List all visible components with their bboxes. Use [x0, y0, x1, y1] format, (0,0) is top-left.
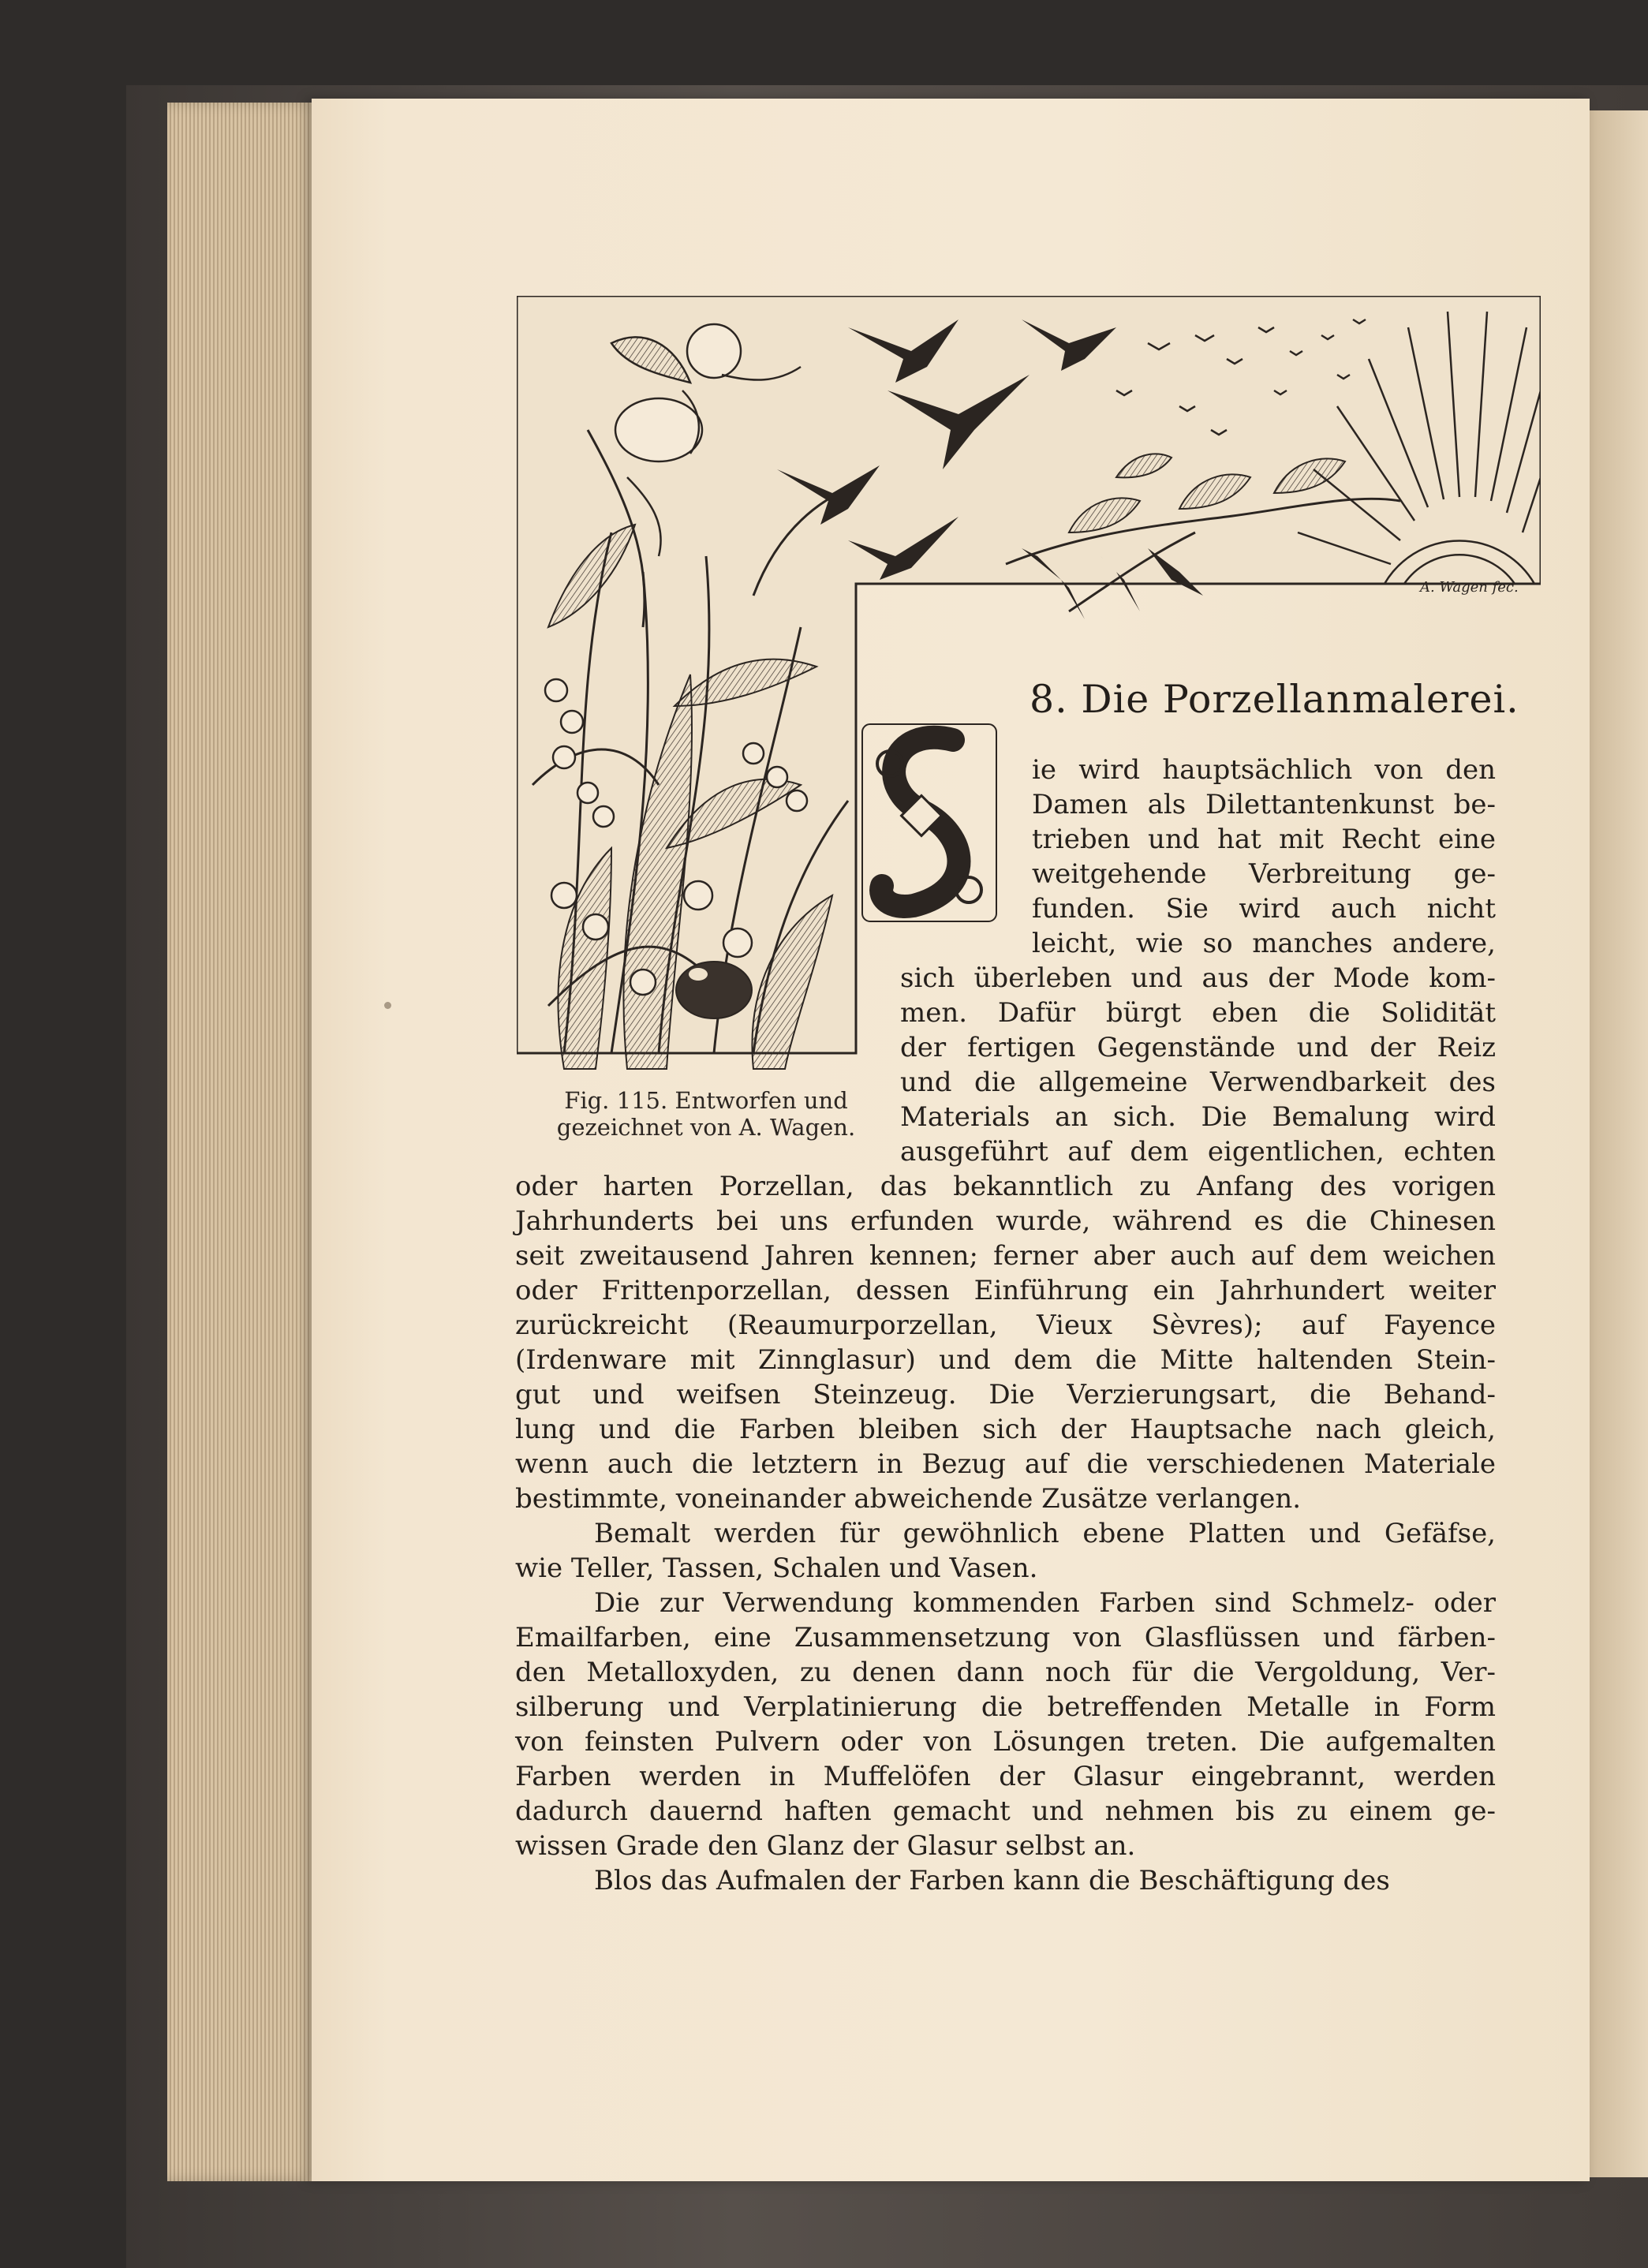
text-line: der fertigen Gegenstände und der Reiz: [900, 1032, 1496, 1063]
text-line: gut und weifsen Steinzeug. Die Verzierungsart, die Behand-: [515, 1379, 1496, 1410]
text-line: leicht, wie so manches andere,: [1032, 928, 1496, 959]
text-line: ie wird hauptsächlich von den: [1032, 754, 1496, 786]
facing-page-edge: [1586, 110, 1648, 2177]
caption-line: Fig. 115. Entworfen und: [564, 1087, 848, 1114]
text-line: Damen als Dilettantenkunst be-: [1032, 789, 1496, 820]
text-line: weitgehende Verbreitung ge-: [1032, 858, 1496, 890]
text-line: ausgeführt auf dem eigentlichen, echten: [900, 1136, 1496, 1168]
text-line: wie Teller, Tassen, Schalen und Vasen.: [515, 1552, 1038, 1584]
caption-line: gezeichnet von A. Wagen.: [556, 1114, 856, 1141]
text-line: funden. Sie wird auch nicht: [1032, 893, 1496, 925]
text-line: den Metalloxyden, zu denen dann noch für die Vergoldung, Ver-: [515, 1657, 1496, 1688]
text-line: zurückreicht (Reaumurporzellan, Vieux Sèvres); auf Fayence: [515, 1310, 1496, 1341]
text-line: oder harten Porzellan, das bekanntlich zu Anfang des vorigen: [515, 1171, 1496, 1202]
text-line: Blos das Aufmalen der Farben kann die Beschäftigung des: [594, 1865, 1390, 1896]
text-line: lung und die Farben bleiben sich der Hauptsache nach gleich,: [515, 1414, 1496, 1445]
text-line: Bemalt werden für gewöhnlich ebene Platten und Gefäfse,: [594, 1518, 1496, 1549]
text-line: dadurch dauernd haften gemacht und nehmen bis zu einem ge-: [515, 1795, 1496, 1827]
text-line: men. Dafür bürgt eben die Solidität: [900, 997, 1496, 1029]
text-line: wissen Grade den Glanz der Glasur selbst an.: [515, 1830, 1136, 1862]
text-line: und die allgemeine Verwendbarkeit des: [900, 1067, 1496, 1098]
text-line: (Irdenware mit Zinnglasur) und dem die Mitte haltenden Stein-: [515, 1344, 1496, 1376]
figure-caption: [540, 1087, 872, 1141]
text-line: Die zur Verwendung kommenden Farben sind Schmelz- oder: [594, 1587, 1496, 1619]
text-line: trieben und hat mit Recht eine: [1032, 824, 1496, 855]
initial-ornament-drawing: [858, 708, 1000, 937]
text-line: seit zweitausend Jahren kennen; ferner aber auch auf dem weichen: [515, 1240, 1496, 1272]
chapter-title: 8. Die Porzellanmalerei.: [1030, 677, 1519, 722]
text-line: Jahrhunderts bei uns erfunden wurde, während es die Chinesen: [515, 1205, 1496, 1237]
text-line: silberung und Verplatinierung die betreffenden Metalle in Form: [515, 1691, 1496, 1723]
text-line: oder Frittenporzellan, dessen Einführung ein Jahrhundert weiter: [515, 1275, 1496, 1306]
text-line: bestimmte, voneinander abweichende Zusätze verlangen.: [515, 1483, 1302, 1515]
text-line: von feinsten Pulvern oder von Lösungen treten. Die aufgemalten: [515, 1726, 1496, 1758]
text-line: Emailfarben, eine Zusammensetzung von Glasflüssen und färben-: [515, 1622, 1496, 1653]
page-stack-edge: [167, 103, 325, 2181]
ornamented-initial: [858, 708, 1000, 937]
text-line: wenn auch die letztern in Bezug auf die verschiedenen Materiale: [515, 1448, 1496, 1480]
artist-signature: A. Wagen fec.: [1420, 579, 1519, 596]
text-line: sich überleben und aus der Mode kom-: [900, 962, 1496, 994]
paper-spot: [384, 1002, 391, 1009]
text-line: Farben werden in Muffelöfen der Glasur eingebrannt, werden: [515, 1761, 1496, 1792]
text-line: Materials an sich. Die Bemalung wird: [900, 1101, 1496, 1133]
